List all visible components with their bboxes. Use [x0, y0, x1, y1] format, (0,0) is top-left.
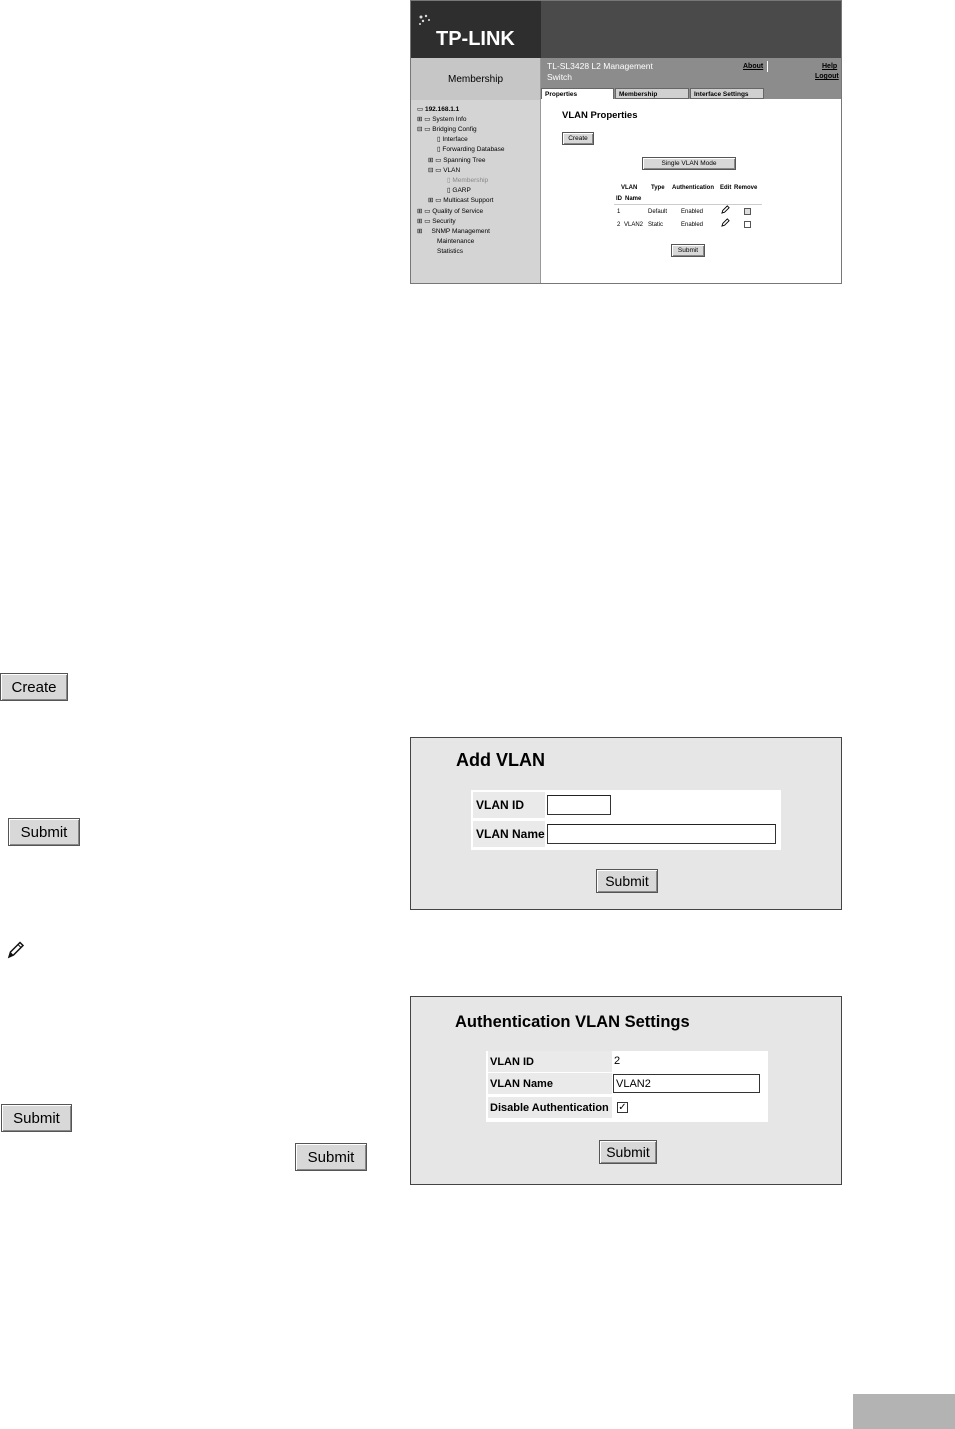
- disable-auth-checkbox[interactable]: ✓: [618, 1102, 627, 1113]
- nav-system-info[interactable]: ⊞ ▭ System Info: [417, 116, 467, 123]
- product-name: TL-SL3428 L2 Management Switch: [547, 61, 653, 82]
- submit-button[interactable]: Submit: [8, 818, 80, 846]
- logout-link[interactable]: Logout: [815, 73, 839, 80]
- vlan-create-button[interactable]: Create: [562, 132, 594, 145]
- row2-type: Static: [648, 222, 664, 228]
- properties-submit-button[interactable]: Submit: [671, 244, 705, 257]
- create-button[interactable]: Create: [0, 673, 68, 701]
- add-vlan-panel: [410, 737, 842, 910]
- nav-garp[interactable]: ▯ GARP: [447, 187, 471, 194]
- nav-membership[interactable]: ▯ Membership: [447, 177, 489, 184]
- row1-remove-checkbox[interactable]: [744, 208, 751, 215]
- nav-maintenance[interactable]: Maintenance: [437, 238, 475, 245]
- vlan-name-input[interactable]: [547, 824, 776, 844]
- col-vlan-group: VLAN: [621, 185, 638, 191]
- auth-vlan-id-label: VLAN ID: [488, 1051, 612, 1072]
- auth-vlan-panel: [410, 996, 842, 1185]
- auth-submit-button[interactable]: Submit: [1, 1104, 72, 1132]
- vlan-id-label: VLAN ID: [473, 792, 545, 818]
- tp-link-logo: TP-LINK: [436, 28, 515, 50]
- logo-mark-icon: [417, 13, 433, 29]
- auth-vlan-submit-button[interactable]: Submit: [599, 1140, 657, 1164]
- vlan-properties-screenshot: [410, 0, 842, 284]
- col-remove: Remove: [734, 185, 758, 191]
- table-divider: [614, 204, 762, 205]
- row1-id: 1: [617, 209, 621, 215]
- nav-forwarding-database[interactable]: ▯ Forwarding Database: [437, 146, 505, 153]
- col-name: Name: [625, 196, 642, 202]
- tab-membership[interactable]: Membership: [615, 88, 689, 99]
- vlan-id-input[interactable]: [547, 795, 611, 815]
- single-vlan-mode-button[interactable]: Single VLAN Mode: [642, 157, 736, 170]
- col-type: Type: [651, 185, 665, 191]
- auth-vlan-name-label: VLAN Name: [488, 1073, 612, 1094]
- tab-properties[interactable]: Properties: [541, 88, 614, 99]
- row1-auth: Enabled: [681, 209, 704, 215]
- nav-root[interactable]: ▭ 192.168.1.1: [417, 106, 460, 113]
- auth-vlan-title: Authentication VLAN Settings: [455, 1013, 690, 1031]
- auth-submit-button-inline[interactable]: Submit: [295, 1143, 367, 1171]
- auth-vlan-name-input[interactable]: [613, 1074, 760, 1093]
- nav-statistics[interactable]: Statistics: [437, 248, 464, 255]
- header-divider: [767, 61, 768, 72]
- help-link[interactable]: Help: [822, 63, 838, 70]
- disable-auth-label: Disable Authentication: [488, 1097, 612, 1118]
- row2-id: 2: [617, 222, 621, 228]
- row2-auth: Enabled: [681, 222, 704, 228]
- nav-spanning-tree[interactable]: ⊞ ▭ Spanning Tree: [428, 157, 486, 164]
- row2-remove-checkbox[interactable]: [744, 221, 751, 228]
- vlan-properties-title: VLAN Properties: [562, 110, 638, 121]
- vlan-name-label: VLAN Name: [473, 821, 545, 847]
- page-number-tab: [853, 1394, 955, 1429]
- add-vlan-submit-button[interactable]: Submit: [596, 869, 658, 893]
- row2-edit-pencil-icon[interactable]: [721, 218, 730, 227]
- nav-snmp-management[interactable]: ⊞ SNMP Management: [417, 228, 490, 235]
- page-heading: Membership: [411, 58, 541, 100]
- row1-edit-pencil-icon[interactable]: [721, 205, 730, 214]
- row1-type: Default: [648, 209, 668, 215]
- nav-quality-of-service[interactable]: ⊞ ▭ Quality of Service: [417, 208, 484, 215]
- col-authentication: Authentication: [672, 185, 714, 191]
- add-vlan-title: Add VLAN: [456, 750, 545, 770]
- col-edit: Edit: [720, 185, 732, 191]
- nav-multicast-support[interactable]: ⊞ ▭ Multicast Support: [428, 197, 494, 204]
- pencil-icon: [6, 938, 26, 960]
- row2-name: VLAN2: [624, 222, 644, 228]
- nav-security[interactable]: ⊞ ▭ Security: [417, 218, 456, 225]
- tab-interface-settings[interactable]: Interface Settings: [690, 88, 764, 99]
- col-id: ID: [616, 196, 622, 202]
- nav-vlan[interactable]: ⊟ ▭ VLAN: [428, 167, 461, 174]
- about-link[interactable]: About: [743, 63, 764, 70]
- nav-bridging-config[interactable]: ⊟ ▭ Bridging Config: [417, 126, 477, 133]
- auth-vlan-id-value: 2: [614, 1055, 621, 1067]
- nav-interface[interactable]: ▯ Interface: [437, 136, 468, 143]
